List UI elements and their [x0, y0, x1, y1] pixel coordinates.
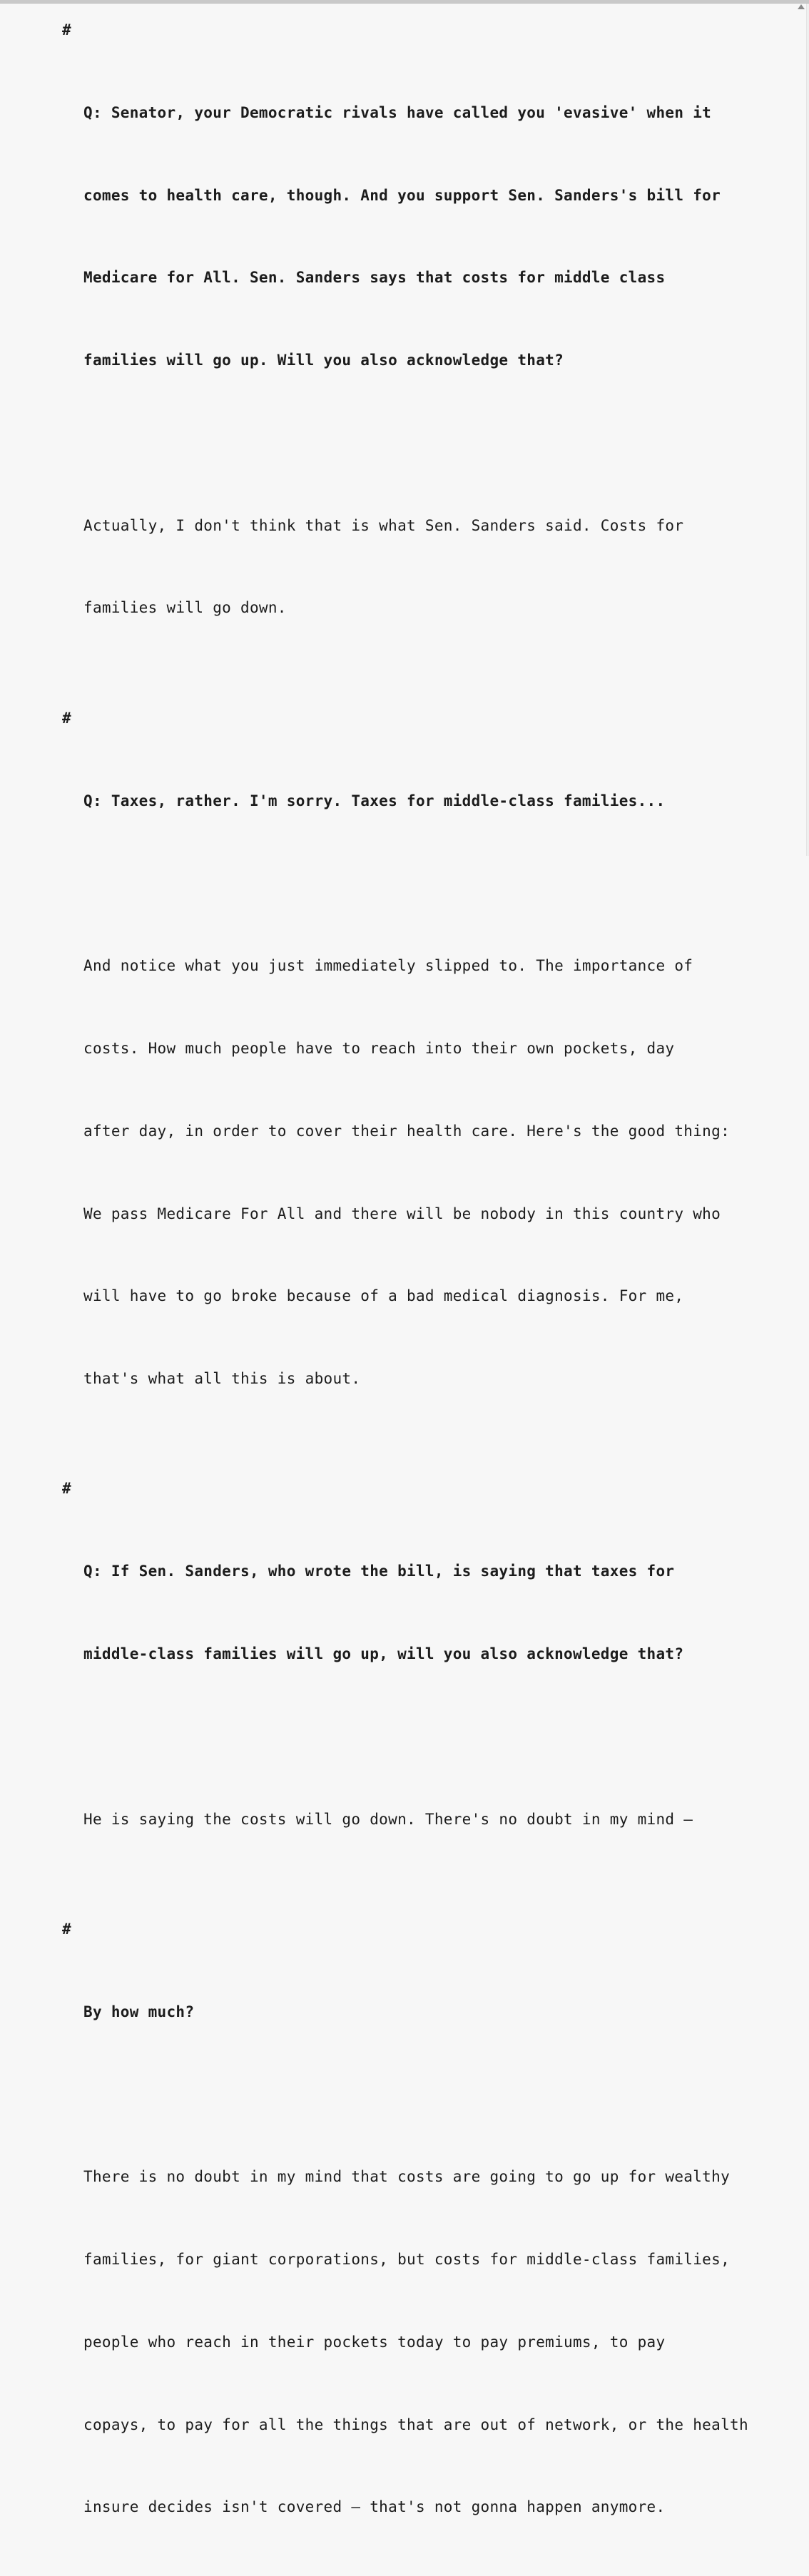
heading-marker: #: [62, 1920, 71, 1938]
question-line: Q: If Sen. Sanders, who wrote the bill, is saying that taxes for: [83, 1563, 675, 1580]
answer-paragraph: [62, 1750, 783, 1888]
question-line: families will go up. Will you also acknowledge that?: [83, 352, 564, 369]
question-line: By how much?: [83, 2003, 195, 2020]
question-line: Q: Senator, your Democratic rivals have called you 'evasive' when it: [83, 103, 712, 121]
question-heading: [62, 1475, 783, 1722]
answer-line: families will go down.: [83, 599, 287, 617]
answer-paragraph: [62, 897, 783, 1448]
question-line: middle-class families will go up, will you also acknowledge that?: [83, 1645, 684, 1663]
heading-marker: #: [62, 1480, 71, 1498]
window-top-border: [0, 0, 809, 4]
transcript-document: [62, 16, 783, 2576]
answer-line: people who reach in their pockets today to pay premiums, to pay: [83, 2333, 666, 2351]
answer-paragraph: [62, 2108, 783, 2576]
question-line: Medicare for All. Sen. Sanders says that costs for middle class: [83, 269, 666, 287]
scroll-up-arrow-icon[interactable]: [798, 4, 805, 9]
answer-line: copays, to pay for all the things that are out of network, or the health: [83, 2416, 748, 2433]
answer-line: that's what all this is about.: [83, 1370, 361, 1388]
question-heading: [62, 16, 783, 429]
scroll-gutter[interactable]: [806, 4, 809, 856]
answer-line: will have to go broke because of a bad medical diagnosis. For me,: [83, 1287, 684, 1305]
heading-marker: #: [62, 21, 71, 39]
heading-marker: #: [62, 709, 71, 727]
answer-line: families, for giant corporations, but costs for middle-class families,: [83, 2251, 731, 2269]
answer-line: And notice what you just immediately slipped to. The importance of: [83, 957, 693, 975]
answer-paragraph: [62, 457, 783, 678]
answer-line: after day, in order to cover their health care. Here's the good thing:: [83, 1122, 731, 1140]
question-line: comes to health care, though. And you support Sen. Sanders's bill for: [83, 186, 721, 204]
answer-line: We pass Medicare For All and there will be nobody in this country who: [83, 1205, 721, 1222]
question-heading: [62, 1916, 783, 2081]
answer-line: costs. How much people have to reach into their own pockets, day: [83, 1039, 675, 1057]
question-heading: [62, 705, 783, 870]
question-line: Q: Taxes, rather. I'm sorry. Taxes for middle-class families...: [83, 792, 666, 809]
answer-line: There is no doubt in my mind that costs are going to go up for wealthy: [83, 2168, 731, 2186]
answer-line: insure decides isn't covered — that's not gonna happen anymore.: [83, 2498, 666, 2516]
answer-line: Actually, I don't think that is what Sen. Sanders said. Costs for: [83, 516, 684, 534]
answer-line: He is saying the costs will go down. There's no doubt in my mind —: [83, 1810, 693, 1828]
